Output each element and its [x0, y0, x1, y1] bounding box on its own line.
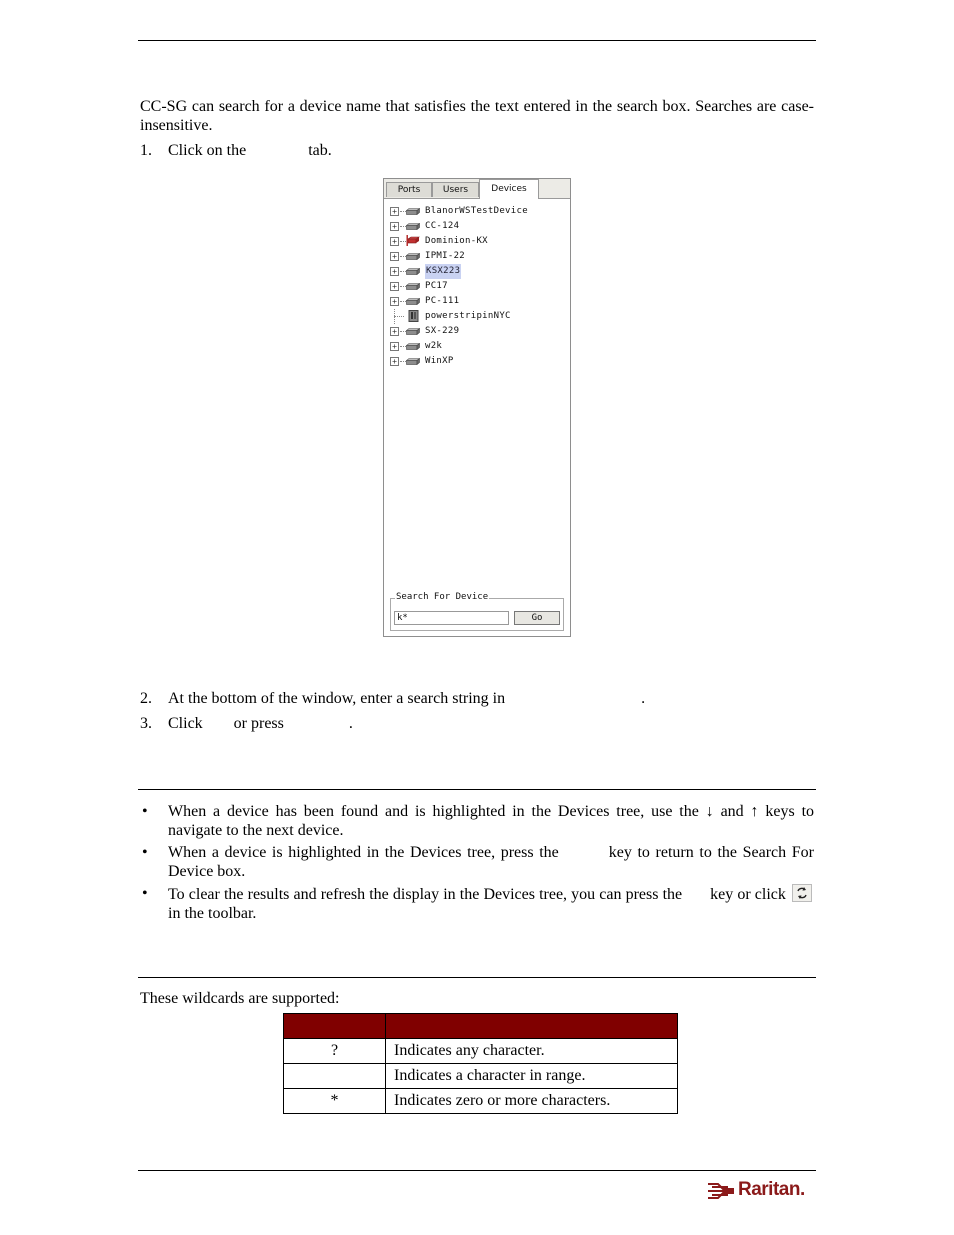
expand-icon[interactable]: +: [390, 237, 399, 246]
step-text: .: [641, 690, 646, 707]
expand-icon[interactable]: +: [390, 282, 399, 291]
step-text: .: [348, 715, 353, 732]
tab-bar: [384, 179, 570, 199]
bullet-item: [140, 884, 814, 923]
step-text: Click on the: [168, 142, 247, 159]
expand-icon[interactable]: +: [390, 222, 399, 231]
tab-users[interactable]: Users: [432, 182, 479, 197]
table-header-cell: [284, 1014, 386, 1039]
tree-node-label: BlanorWSTestDevice: [425, 206, 528, 216]
server-icon: [406, 358, 420, 365]
bullet-text: When a device has been found and is highlighted in the Devices tree, use the: [168, 803, 699, 820]
tree-connector: [394, 316, 404, 317]
tree-node-label: CC-124: [425, 221, 460, 231]
logo-wordmark: Raritan.: [738, 1179, 805, 1200]
bullet-text: key to return to the Search For Device box.: [168, 844, 814, 880]
server-icon: [406, 298, 420, 305]
step-text: Click: [168, 715, 203, 732]
server-icon: [406, 283, 420, 290]
wildcard-description: Indicates any character.: [386, 1039, 678, 1064]
tab-devices[interactable]: Devices: [479, 179, 539, 199]
step-number: 3.: [140, 715, 152, 732]
bullet-dot: •: [142, 803, 148, 820]
expand-icon[interactable]: +: [390, 207, 399, 216]
server-icon: [406, 343, 420, 350]
bullet-dot: •: [142, 844, 148, 861]
server-icon: [406, 223, 420, 230]
wildcard-symbol: ?: [284, 1039, 386, 1064]
tree-node-label: PC-111: [425, 296, 460, 306]
table-row: [284, 1064, 678, 1089]
table-row: [284, 1039, 678, 1064]
raritan-logo: [706, 1178, 814, 1202]
bullet-text: To clear the results and refresh the display in the Devices tree, you can press the: [168, 886, 683, 903]
intro-paragraph: CC-SG can search for a device name that satisfies the text entered in the search box. Searches are case-insensitive.: [140, 98, 814, 134]
search-for-device-box: [390, 592, 564, 631]
tree-node-label: Dominion-KX: [425, 236, 488, 246]
tab-ports[interactable]: Ports: [386, 182, 432, 197]
tree-node-label: powerstripinNYC: [425, 311, 511, 321]
section-rule: [138, 977, 816, 978]
bullet-text: When a device is highlighted in the Devices tree, press the: [168, 844, 559, 861]
bullet-text: and: [720, 803, 744, 820]
wildcard-description: Indicates a character in range.: [386, 1064, 678, 1089]
expand-icon[interactable]: +: [390, 267, 399, 276]
raritan-logo-mark: [706, 1180, 736, 1202]
tree-node-label: SX-229: [425, 326, 460, 336]
wildcards-table: [283, 1013, 678, 1114]
bullet-text: key or click: [710, 886, 786, 903]
down-arrow-icon: ↓: [705, 803, 714, 820]
expand-icon[interactable]: +: [390, 357, 399, 366]
expand-icon[interactable]: +: [390, 297, 399, 306]
step-text: tab.: [308, 142, 332, 159]
server-alert-icon: [406, 235, 420, 247]
top-rule: [138, 40, 816, 41]
table-header-cell: [386, 1014, 678, 1039]
wildcard-symbol: [284, 1064, 386, 1089]
tree-node-label: w2k: [425, 341, 443, 351]
bullet-item: [140, 802, 814, 840]
bullet-text: keys to navigate to the next device.: [168, 803, 815, 839]
refresh-icon: [792, 884, 812, 902]
go-button[interactable]: Go: [514, 611, 560, 625]
step-number: 1.: [140, 142, 152, 159]
section-rule: [138, 789, 816, 790]
power-strip-icon: [406, 310, 420, 322]
tree-node-label: KSX223: [425, 264, 461, 279]
tree-node-label: IPMI-22: [425, 251, 466, 261]
expand-icon[interactable]: +: [390, 342, 399, 351]
expand-icon[interactable]: +: [390, 252, 399, 261]
table-header-row: [284, 1014, 678, 1039]
server-icon: [406, 268, 420, 275]
search-legend: Search For Device: [396, 592, 489, 602]
devices-panel-screenshot: [383, 178, 571, 637]
bullet-item: [140, 843, 814, 881]
wildcards-intro: These wildcards are supported:: [140, 990, 340, 1007]
server-icon: [406, 253, 420, 260]
wildcard-description: Indicates zero or more characters.: [386, 1089, 678, 1114]
tree-node-label: WinXP: [425, 356, 454, 366]
tree-node-label: PC17: [425, 281, 448, 291]
bullet-text: in the toolbar.: [168, 905, 257, 922]
server-icon: [406, 328, 420, 335]
expand-icon[interactable]: +: [390, 327, 399, 336]
search-input[interactable]: k*: [394, 611, 509, 625]
bullet-dot: •: [142, 885, 148, 902]
table-row: [284, 1089, 678, 1114]
step-text: At the bottom of the window, enter a search string in: [168, 690, 506, 707]
up-arrow-icon: ↑: [750, 803, 759, 820]
wildcard-symbol: *: [284, 1089, 386, 1114]
footer-rule: [138, 1170, 816, 1171]
step-text: or press: [233, 715, 284, 732]
step-number: 2.: [140, 690, 152, 707]
server-icon: [406, 208, 420, 215]
